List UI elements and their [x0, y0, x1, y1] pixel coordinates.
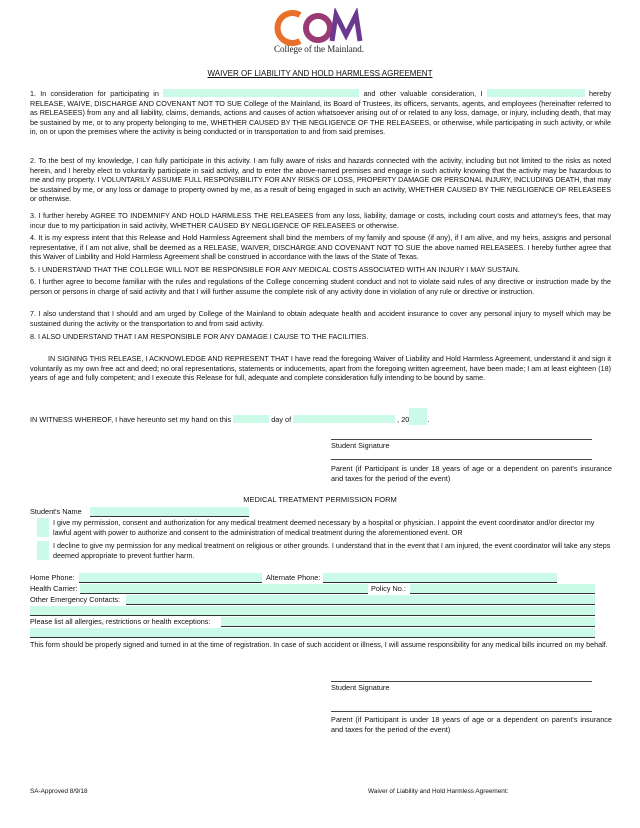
student-signature-label-1: Student Signature	[331, 441, 390, 450]
activity-input[interactable]	[163, 89, 359, 97]
waiver-clause-7: 7. I also understand that I should and am urged by College of the Mainland to obtain adequate health and accident insurance to cover any personal injury to myself which may be sustained during the activity or the transportation to and from said activity.	[30, 309, 611, 328]
home-phone-input[interactable]	[79, 573, 262, 583]
parent-signature-line-1[interactable]	[331, 459, 592, 460]
student-name-input[interactable]	[90, 507, 249, 517]
clause-1-intro: 1. In consideration for participating in	[30, 89, 159, 98]
alt-phone-input[interactable]	[323, 573, 557, 583]
alt-phone-label: Alternate Phone:	[266, 573, 321, 582]
waiver-clause-1	[30, 89, 611, 137]
emergency-contacts-input-2[interactable]	[30, 606, 595, 616]
student-signature-line-1[interactable]	[331, 439, 592, 440]
clause-1-mid: and other valuable consideration, I	[363, 89, 483, 98]
waiver-title: WAIVER OF LIABILITY AND HOLD HARMLESS AGREEMENT	[207, 69, 433, 78]
policy-no-input[interactable]	[410, 584, 595, 594]
college-logo	[270, 8, 372, 58]
month-input[interactable]	[293, 415, 395, 423]
waiver-clause-3: 3. I further hereby AGREE TO INDEMNIFY AND HOLD HARMLESS THE RELEASEES from any loss, liability, damage or costs, including court costs and attorney's fees, that may incur due to my participation in said activity, WHETHER CAUSED BY NEGLIGENCE OF RELEASEES or otherwise.	[30, 211, 611, 230]
signing-statement: IN SIGNING THIS RELEASE, I ACKNOWLEDGE AND REPRESENT THAT I have read the foregoing Waiver of Liability and Hold Harmless Agreement, understand it and sign it voluntarily as my own free act and deed; no oral representations, statements or inducements, apart from the foregoing written agreement, have been made; I am at least eighteen (18) years of age and fully competent; and I execute this Release for full, adequate and complete consideration fully intending to be bound by same.	[30, 354, 611, 382]
witness-end: .	[427, 415, 430, 424]
parent-signature-line-2[interactable]	[331, 711, 592, 712]
footer-approval: SA-Approved 8/9/18	[30, 788, 88, 795]
student-signature-label-2: Student Signature	[331, 683, 390, 692]
parent-signature-label-1: Parent (if Participant is under 18 years of age or a dependent on parent's insurance and taxes for the period of the event)	[331, 464, 612, 483]
day-input[interactable]	[233, 415, 269, 423]
year-input[interactable]	[409, 408, 430, 425]
student-signature-line-2[interactable]	[331, 681, 592, 682]
medical-form-title: MEDICAL TREATMENT PERMISSION FORM	[243, 495, 397, 504]
waiver-clause-8: 8. I ALSO UNDERSTAND THAT I AM RESPONSIBLE FOR ANY DAMAGE I CAUSE TO THE FACILITIES.	[30, 332, 369, 341]
waiver-clause-2: 2. To the best of my knowledge, I can fully participate in this activity. I am fully aware of risks and hazards connected with the activity, including but not limited to the risks as noted herein, and I hereby elect to voluntarily participate in said activity, and to enter the above-named premises and engage in such activity knowing that the activity may be hazardous to me and my property. I VOLUNTARILY ASSUME FULL RESPONSIBILITY FOR ANY RISKS OF LOSS, PROPERTY DAMAGE OR PERSONAL INJURY, INCLUDING DEATH, that may be sustained by me, or any loss or damage to property owned by me, as a result of being engaged in such an activity, WHETHER CAUSED BY THE NEGLIGENCE OF RELEASEES or otherwise.	[30, 156, 611, 203]
closing-statement: This form should be properly signed and turned in at the time of registration. In case of such accident or illness, I will assume responsibility for any medical bills incurred on my behalf.	[30, 640, 608, 649]
health-carrier-input[interactable]	[80, 584, 368, 594]
waiver-clause-4: 4. It is my express intent that this Release and Hold Harmless Agreement shall bind the members of my family and spouse (if any), if I am alive, and my heirs, assigns and personal representative, if I am not alive, shall be deemed as a RELEASE, WAIVER, DISCHARGE AND COVENANT NOT TO SUE the above named RELEASEES. I hereby further agree that this Waiver of Liability and Hold Harmless Agreement shall be construed in accordance with the laws of the State of Texas.	[30, 233, 611, 261]
emergency-contacts-input[interactable]	[126, 595, 595, 605]
policy-no-label: Policy No.:	[371, 584, 406, 593]
witness-intro: IN WITNESS WHEREOF, I have hereunto set my hand on this	[30, 415, 232, 424]
health-carrier-label: Health Carrier:	[30, 584, 78, 593]
witness-day-of: day of	[271, 415, 292, 424]
consent-checkbox[interactable]	[37, 518, 49, 537]
logo-subtitle: College of the Mainland.	[274, 44, 364, 54]
student-name-label: Student's Name	[30, 507, 82, 516]
decline-option: I decline to give my permission for any medical treatment on religious or other grounds. I understand that in the event that I am injured, the event coordinator will take any steps deemed appropriate to prevent further harm.	[53, 541, 611, 560]
witness-year-prefix: , 20	[397, 415, 410, 424]
waiver-clause-5: 5. I UNDERSTAND THAT THE COLLEGE WILL NOT BE RESPONSIBLE FOR ANY MEDICAL COSTS ASSOCIATED WITH AN INJURY I MAY SUSTAIN.	[30, 265, 520, 274]
footer-title: Waiver of Liability and Hold Harmless Agreement:	[368, 788, 509, 795]
home-phone-label: Home Phone:	[30, 573, 75, 582]
waiver-clause-6: 6. I further agree to become familiar with the rules and regulations of the College concerning student conduct and not to violate said rules of any directive or instruction made by the person or persons in charge of said activity and that I will further assume the complete risk of any activity done in violation of any rule or directive or instruction.	[30, 277, 611, 296]
allergies-label: Please list all allergies, restrictions or health exceptions:	[30, 617, 211, 626]
emergency-contacts-label: Other Emergency Contacts:	[30, 595, 121, 604]
decline-checkbox[interactable]	[37, 541, 49, 560]
clause-1-body: hereby RELEASE, WAIVE, DISCHARGE AND COVENANT NOT TO SUE College of the Mainland, its Board of Trustees, its officers, servants, agents, and employees (hereinafter referred to as RELEASEES) from any and all liability, claims, demands, actions and causes of action whatsoever arising out of or related to any loss, damage, or injury, including death, that may be sustained by me, or to any property belonging to me, WHETHER CAUSED BY THE NEGLIGENCE OF THE RELEASEES, or otherwise, while participating in such activity, or while in, on or upon the premises where the activity is being conducted or in transportation to and from said premises.	[30, 89, 611, 136]
allergies-input-2[interactable]	[30, 628, 595, 638]
allergies-input[interactable]	[221, 617, 595, 627]
witness-line	[30, 408, 429, 425]
consent-option: I give my permission, consent and authorization for any medical treatment deemed necessary by a hospital or physician. I appoint the event coordinator and/or director my lawful agent with power to authorize and consent to the administration of medical treatment during the aforementioned event. OR	[53, 518, 595, 537]
participant-name-input[interactable]	[487, 89, 585, 97]
logo-mark-icon	[270, 8, 372, 48]
parent-signature-label-2: Parent (if Participant is under 18 years of age or a dependent on parent's insurance and taxes for the period of the event)	[331, 715, 612, 734]
